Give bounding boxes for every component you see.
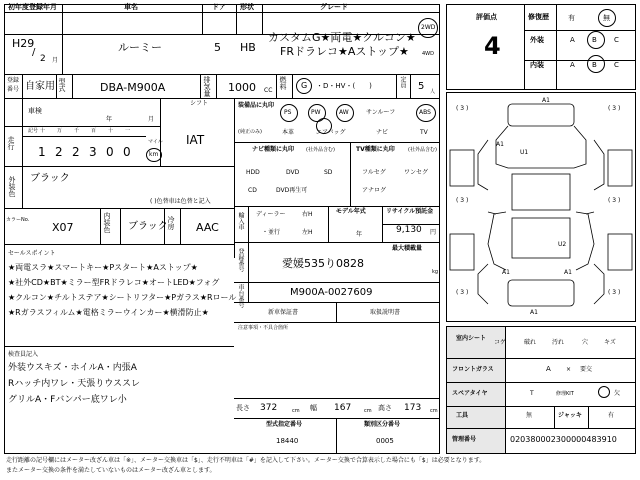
color-code: X07: [52, 221, 74, 234]
navi-hdd: HDD: [246, 169, 260, 176]
a1-right-rear: A1: [564, 269, 572, 276]
car-shape: HB: [240, 41, 256, 54]
spare-kit: 修理KIT: [556, 391, 574, 397]
width-value: 167: [334, 403, 352, 413]
length-value: 372: [260, 403, 278, 413]
inspector-line: Rハッチ内ワレ・天張りウススレ: [8, 379, 140, 389]
cc-unit: CC: [264, 87, 273, 94]
footer-line-2: またメーター交換の条件を満たしていないものはメーター改ざん車とします。: [6, 467, 216, 474]
mgmt-label: 管理番号: [452, 436, 477, 443]
fuel-options: ・D・HV・( ): [316, 82, 372, 90]
type-value: DBA-M900A: [100, 81, 166, 94]
equip-aw: AW: [339, 109, 349, 116]
glass-label: フロントガラス: [452, 366, 494, 373]
km-label: km: [149, 151, 159, 158]
chassis-value: M900A-0027609: [290, 287, 373, 298]
width-header: 幅: [310, 404, 317, 412]
tv-oneseg: ワンセグ: [404, 169, 429, 176]
import-label: 輸入車: [237, 212, 244, 230]
mileage-unit-1: 万: [57, 128, 63, 134]
ac-value: AAC: [196, 221, 219, 234]
spec-class-header: 類別区分番号: [364, 421, 401, 428]
jack-value: 有: [608, 412, 615, 419]
int-color-header: 内装色: [103, 212, 111, 233]
mileage-digit-5: 0: [123, 145, 131, 159]
use-header: 登録: [7, 77, 20, 84]
a1-front: A1: [542, 97, 550, 104]
reg-month-unit: 月: [52, 57, 59, 64]
a1-rear: A1: [530, 309, 538, 316]
height-header: 高さ: [378, 404, 392, 412]
color-value: ブラック: [30, 173, 70, 184]
ext-b: B: [592, 36, 597, 44]
int-a: A: [570, 61, 575, 69]
interior-yabure: 破れ: [524, 339, 537, 346]
navi-dvd: DVD: [286, 169, 300, 176]
interior-label: 室内シート: [456, 335, 487, 342]
sales-line: ★Rガラスフィルム★電格ミラーウインカー★横滑防止★: [8, 308, 209, 317]
mileage-digit-1: 2: [55, 145, 63, 159]
navi-title: ナビ種類に丸印: [252, 146, 295, 153]
navi-dvdp: DVD再生可: [276, 187, 308, 194]
grade-header: グレード: [320, 3, 348, 11]
interior-yogore: 汚れ: [552, 339, 565, 346]
interior-koge: コゲ: [494, 339, 507, 346]
shift-header: シフト: [190, 100, 209, 107]
bracket-tr: ( 3 ): [608, 105, 621, 112]
disp-value: 1000: [228, 81, 256, 94]
fuel-g: G: [301, 81, 308, 90]
sales-line: ★社外CD★BT★ミラー型FRドラレコ★オートLED★フォグ: [8, 278, 220, 287]
inspection-label: 車検: [28, 107, 42, 115]
color-label: 外装色: [8, 176, 16, 197]
reg-era: H29: [12, 37, 35, 50]
bracket-tl: ( 3 ): [456, 105, 469, 112]
equip-navi: ナビ: [376, 129, 389, 136]
bracket-ml: ( 3 ): [456, 197, 469, 204]
plate-value: 愛媛535り0828: [282, 257, 364, 270]
mileage-digit-4: 0: [106, 145, 114, 159]
shape-header: 形状: [240, 3, 254, 11]
bracket-br: ( 3 ): [608, 289, 621, 296]
equip-pw: PW: [311, 109, 321, 116]
length-header: 長さ: [236, 404, 250, 412]
mgmt-value: 020380002300000483910: [510, 435, 617, 444]
drive-2wd: 2WD: [421, 24, 436, 31]
recycle-header: リサイクル預託金: [386, 208, 434, 215]
spec-type: 18440: [276, 437, 299, 445]
import-right: 右H: [302, 211, 313, 218]
cap-unit: 人: [430, 89, 436, 95]
cap-header: 定員: [399, 76, 406, 88]
equip-tv: TV: [420, 129, 428, 136]
car-doors: 5: [214, 41, 221, 54]
ext-c: C: [614, 36, 619, 44]
score-value: 4: [484, 32, 501, 60]
use-value: 自家用: [25, 81, 55, 92]
recycle-value: 9,130: [396, 225, 422, 235]
import-dealer: ディーラー: [256, 211, 286, 218]
a1-left-rear: A1: [502, 269, 510, 276]
color-note: ( )色替車は色替と記入: [150, 198, 211, 205]
inspector-line: グリルA・Fバンパー底ワレ小: [8, 395, 127, 405]
doors-header: ドア: [212, 3, 226, 11]
repair-header: 修復歴: [528, 13, 549, 21]
ext-header: 外装: [530, 36, 544, 44]
model-name-header: 車名: [124, 3, 138, 11]
mileage-unit-4: 十: [108, 128, 114, 134]
glass-x: ×: [566, 366, 572, 373]
glass-a: A: [546, 365, 551, 373]
mileage-unit-5: 一: [125, 128, 131, 134]
spare-t: T: [530, 390, 534, 397]
tv-title: TV種類に丸印: [356, 146, 395, 153]
mile-label: マイル: [148, 139, 163, 145]
doc-manual: 取扱説明書: [370, 309, 401, 316]
bracket-mr: ( 3 ): [608, 197, 621, 204]
int-c: C: [614, 61, 619, 69]
interior-ana: 穴: [582, 339, 589, 346]
equip-sunroof: サンルーフ: [366, 109, 396, 116]
use-header-2: 番号: [7, 86, 20, 93]
spare-label: スペアタイヤ: [452, 390, 488, 397]
cap-value: 5: [418, 81, 425, 92]
tv-sub: (社外品含む): [408, 147, 437, 153]
spare-ketsu: 欠: [614, 390, 621, 397]
interior-kizu: キズ: [604, 339, 616, 346]
equip-abs: ABS: [419, 109, 431, 116]
u1-front: U1: [520, 149, 529, 156]
navi-sub: (社外品含む): [306, 147, 335, 153]
navi-sd: SD: [324, 169, 333, 176]
chassis-label: 車台番号: [237, 284, 244, 308]
recycle-yen: 円: [430, 229, 437, 236]
plate-label: 登録番号: [237, 248, 244, 272]
inspection-year: 年: [106, 116, 113, 123]
type-header: 型式: [58, 78, 66, 92]
sales-label: セールスポイント: [8, 250, 56, 257]
inspection-month: 月: [148, 116, 155, 123]
tools-value: 無: [526, 412, 533, 419]
car-name: ルーミー: [118, 41, 162, 54]
tv-analog: アナログ: [362, 187, 387, 194]
tv-fullseg: フルセグ: [362, 169, 386, 176]
score-label: 評価点: [476, 13, 497, 21]
disp-header: 排気量: [203, 76, 211, 97]
ac-header: 冷房: [167, 216, 175, 230]
grade-line-1: カスタムG★両電★クルコン★: [268, 31, 416, 44]
mileage-digit-2: 2: [72, 145, 80, 159]
spec-type-header: 型式指定番号: [266, 421, 303, 428]
ext-a: A: [570, 36, 575, 44]
equip-leather: 本革: [282, 129, 295, 136]
inspector-label: 検査員記入: [8, 351, 39, 358]
mileage-unit-label: 記号: [28, 128, 39, 134]
repair-none: 無: [603, 14, 610, 22]
int-b: B: [592, 61, 597, 69]
color-code-header: カラーNo.: [6, 217, 30, 223]
grade-line-2: FRドラレコ★Aストップ★: [280, 45, 409, 58]
notes-label: 注意事項・不具合箇所: [238, 325, 289, 331]
equip-sub: (純正のみ): [238, 129, 262, 135]
height-value: 173: [404, 403, 422, 413]
sales-line: ★クルコン★チルトステア★シートリフター★Pガラス★Rロール: [8, 293, 237, 302]
mileage-unit-0: 十: [40, 128, 46, 134]
length-unit: cm: [292, 408, 300, 414]
sales-line: ★両電スラ★スマートキー★Pスタート★Aストップ★: [8, 263, 198, 272]
import-left: 左H: [302, 229, 313, 236]
glass-kana: 要交: [580, 366, 593, 373]
max-load-header: 最大積載量: [392, 245, 423, 252]
navi-cd: CD: [248, 187, 257, 194]
fuel-header: 燃料: [279, 76, 287, 90]
height-unit: cm: [430, 408, 438, 414]
bracket-bl: ( 3 ): [456, 289, 469, 296]
inspector-line: 外装ウスキズ・ホイルA・内張A: [8, 363, 137, 373]
max-load-unit: kg: [432, 269, 439, 275]
int-color: ブラック: [128, 221, 168, 232]
equip-label: 装備品に丸印: [238, 102, 275, 109]
reg-slash: /: [32, 47, 36, 58]
repair-have: 有: [568, 14, 575, 22]
model-year-header: モデル年式: [336, 208, 366, 215]
mileage-digit-3: 3: [89, 145, 97, 159]
tools-label: 工具: [456, 412, 469, 419]
mileage-unit-2: 千: [74, 128, 80, 134]
shift-value: IAT: [186, 133, 205, 147]
footer-line-1: 走行距離の記号欄にはメーター改ざん車は「※」、メーター交換車は「$」、走行不明車は「#」を記入して下さい。メーター交換で合算表示した場合にも「$」は必要となります。: [6, 457, 486, 464]
model-year-unit: 年: [356, 231, 363, 238]
reg-month: 2: [40, 54, 46, 64]
a1-left-front: A1: [496, 141, 504, 148]
doc-warranty: 新車保証書: [268, 309, 299, 316]
mileage-label: 走行: [7, 136, 15, 150]
u2-rear: U2: [558, 241, 567, 248]
car-damage-diagram: [448, 94, 634, 320]
equip-airbag: エアバッグ: [316, 129, 346, 136]
mileage-unit-3: 百: [91, 128, 97, 134]
int-header: 内装: [530, 61, 544, 69]
spare-none-circle: [598, 386, 610, 398]
jack-label: ジャッキ: [558, 412, 582, 419]
drive-4wd: 4WD: [422, 51, 434, 57]
spec-class: 0005: [376, 437, 394, 445]
mileage-digit-0: 1: [38, 145, 46, 159]
width-unit: cm: [364, 408, 372, 414]
first-reg-header: 初年度登録年月: [8, 3, 57, 11]
equip-ps: PS: [284, 109, 292, 116]
import-parallel: ・並行: [262, 229, 281, 236]
